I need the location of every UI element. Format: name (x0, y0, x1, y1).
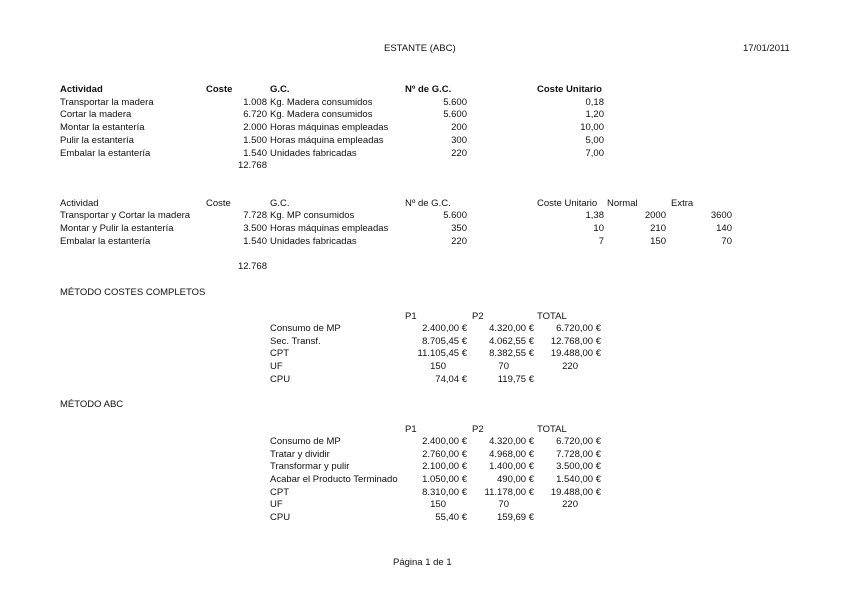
cell-num-gc: 5.600 (443, 210, 467, 221)
cell-normal: 150 (650, 236, 666, 247)
cell-p2: 4.968,00 € (489, 449, 534, 460)
cell-gc: Horas máquinas empleadas (270, 122, 389, 133)
cell-total: 220 (562, 499, 578, 510)
cell-actividad: Cortar la madera (60, 109, 132, 120)
cell-p1: 11.105,45 € (417, 348, 467, 359)
cell-num-gc: 220 (451, 236, 467, 247)
cell-actividad: Montar y Pulir la estantería (60, 223, 174, 234)
col-header-p2: P2 (472, 424, 484, 435)
cell-num-gc: 5.600 (443, 97, 467, 108)
col-header-gc: G.C. (270, 84, 290, 95)
cell-p1: 1.050,00 € (422, 474, 467, 485)
col-header-extra: Extra (671, 198, 694, 209)
table2-total: 12.768 (237, 261, 267, 272)
col-header-coste-unitario: Coste Unitario (537, 198, 598, 209)
cell-extra: 3600 (710, 210, 732, 221)
cell-coste-unitario: 10,00 (580, 122, 604, 133)
col-header-coste: Coste (206, 84, 233, 95)
cell-p2: 4.320,00 € (489, 436, 534, 447)
col-header-total: TOTAL (537, 424, 567, 435)
cell-p2: 159,69 € (497, 512, 534, 523)
col-header-normal: Normal (607, 198, 638, 209)
row-label: Sec. Transf. (270, 336, 321, 347)
cell-total: 12.768,00 € (550, 336, 601, 347)
cell-p2: 1.400,00 € (489, 461, 534, 472)
cell-actividad: Pulir la estantería (60, 135, 134, 146)
cell-p1: 2.760,00 € (422, 449, 467, 460)
cell-p1: 8.310,00 € (422, 487, 467, 498)
cell-coste-unitario: 1,38 (585, 210, 604, 221)
row-label: CPU (270, 374, 291, 385)
cell-total: 6.720,00 € (556, 323, 601, 334)
cell-coste: 2.000 (243, 122, 267, 133)
cell-coste-unitario: 7,00 (585, 148, 604, 159)
cell-extra: 70 (721, 236, 732, 247)
cell-gc: Kg. MP consumidos (270, 210, 355, 221)
section-title-abc: MÉTODO ABC (60, 399, 124, 410)
row-label: Consumo de MP (270, 323, 341, 334)
col-header-actividad: Actividad (60, 198, 99, 209)
cell-coste: 1.540 (243, 148, 267, 159)
cell-gc: Unidades fabricadas (270, 236, 357, 247)
cell-p2: 70 (498, 499, 509, 510)
cell-num-gc: 220 (451, 148, 467, 159)
cell-gc: Kg. Madera consumidos (270, 109, 373, 120)
cell-total: 1.540,00 € (556, 474, 601, 485)
col-header-num-gc: Nº de G.C. (405, 84, 452, 95)
cell-p2: 490,00 € (497, 474, 534, 485)
col-header-gc: G.C. (270, 198, 290, 209)
col-header-num-gc: Nº de G.C. (405, 198, 451, 209)
cell-normal: 2000 (644, 210, 666, 221)
row-label: Acabar el Producto Terminado (270, 474, 398, 485)
cell-gc: Unidades fabricadas (270, 148, 357, 159)
cell-p1: 2.400,00 € (422, 436, 467, 447)
cell-p1: 74,04 € (435, 374, 467, 385)
cell-total: 220 (562, 361, 578, 372)
cell-p2: 70 (498, 361, 509, 372)
cell-p1: 8.705,45 € (422, 336, 467, 347)
cell-coste-unitario: 10 (593, 223, 604, 234)
col-header-p1: P1 (405, 424, 417, 435)
row-label: UF (270, 499, 283, 510)
col-header-p1: P1 (405, 311, 417, 322)
cell-total: 6.720,00 € (556, 436, 601, 447)
cell-p1: 55,40 € (435, 512, 467, 523)
row-label: CPT (270, 487, 289, 498)
cell-num-gc: 5.600 (443, 109, 467, 120)
row-label: UF (270, 361, 283, 372)
cell-coste: 7.728 (243, 210, 267, 221)
cell-total: 19.488,00 € (550, 487, 601, 498)
row-label: Consumo de MP (270, 436, 341, 447)
cell-p2: 4.320,00 € (489, 323, 534, 334)
cell-p2: 119,75 € (497, 374, 534, 385)
cell-p1: 2.400,00 € (422, 323, 467, 334)
cell-total: 7.728,00 € (556, 449, 601, 460)
cell-coste-unitario: 1,20 (585, 109, 604, 120)
col-header-actividad: Actividad (60, 84, 103, 95)
cell-extra: 140 (716, 223, 732, 234)
cell-actividad: Transportar y Cortar la madera (60, 210, 191, 221)
col-header-coste: Coste (206, 198, 231, 209)
cell-p2: 8.382,55 € (489, 348, 534, 359)
col-header-total: TOTAL (537, 311, 567, 322)
cell-coste: 1.008 (243, 97, 267, 108)
cell-coste: 6.720 (243, 109, 267, 120)
row-label: Tratar y dividir (270, 449, 330, 460)
cell-gc: Kg. Madera consumidos (270, 97, 373, 108)
row-label: CPT (270, 348, 289, 359)
cell-coste: 3.500 (243, 223, 267, 234)
row-label: CPU (270, 512, 291, 523)
row-label: Transformar y pulir (270, 461, 350, 472)
cell-p2: 11.178,00 € (484, 487, 534, 498)
cell-gc: Horas máquinas empleadas (270, 223, 389, 234)
section-title-costes-completos: MÉTODO COSTES COMPLETOS (60, 287, 206, 298)
cell-actividad: Montar la estantería (60, 122, 145, 133)
page-number: Página 1 de 1 (393, 557, 452, 568)
cell-coste-unitario: 0,18 (585, 97, 604, 108)
cell-gc: Horas máquina empleadas (270, 135, 384, 146)
cell-normal: 210 (650, 223, 666, 234)
col-header-coste-unitario: Coste Unitario (537, 84, 602, 95)
cell-coste: 1.540 (243, 236, 267, 247)
cell-num-gc: 350 (451, 223, 467, 234)
cell-total: 19.488,00 € (550, 348, 601, 359)
cell-actividad: Embalar la estantería (60, 148, 151, 159)
cell-actividad: Transportar la madera (60, 97, 154, 108)
cell-p2: 4.062,55 € (489, 336, 534, 347)
cell-p1: 150 (430, 361, 446, 372)
cell-num-gc: 200 (451, 122, 467, 133)
cell-coste: 1.500 (243, 135, 267, 146)
cell-coste-unitario: 5,00 (585, 135, 604, 146)
table1-total: 12.768 (237, 160, 267, 171)
cell-actividad: Embalar la estantería (60, 236, 151, 247)
document-title: ESTANTE (ABC) (384, 43, 456, 54)
cell-coste-unitario: 7 (598, 236, 604, 247)
cell-p1: 2.100,00 € (422, 461, 467, 472)
cell-p1: 150 (430, 499, 446, 510)
cell-num-gc: 300 (451, 135, 467, 146)
cell-total: 3.500,00 € (556, 461, 601, 472)
document-date: 17/01/2011 (743, 43, 790, 54)
col-header-p2: P2 (472, 311, 484, 322)
